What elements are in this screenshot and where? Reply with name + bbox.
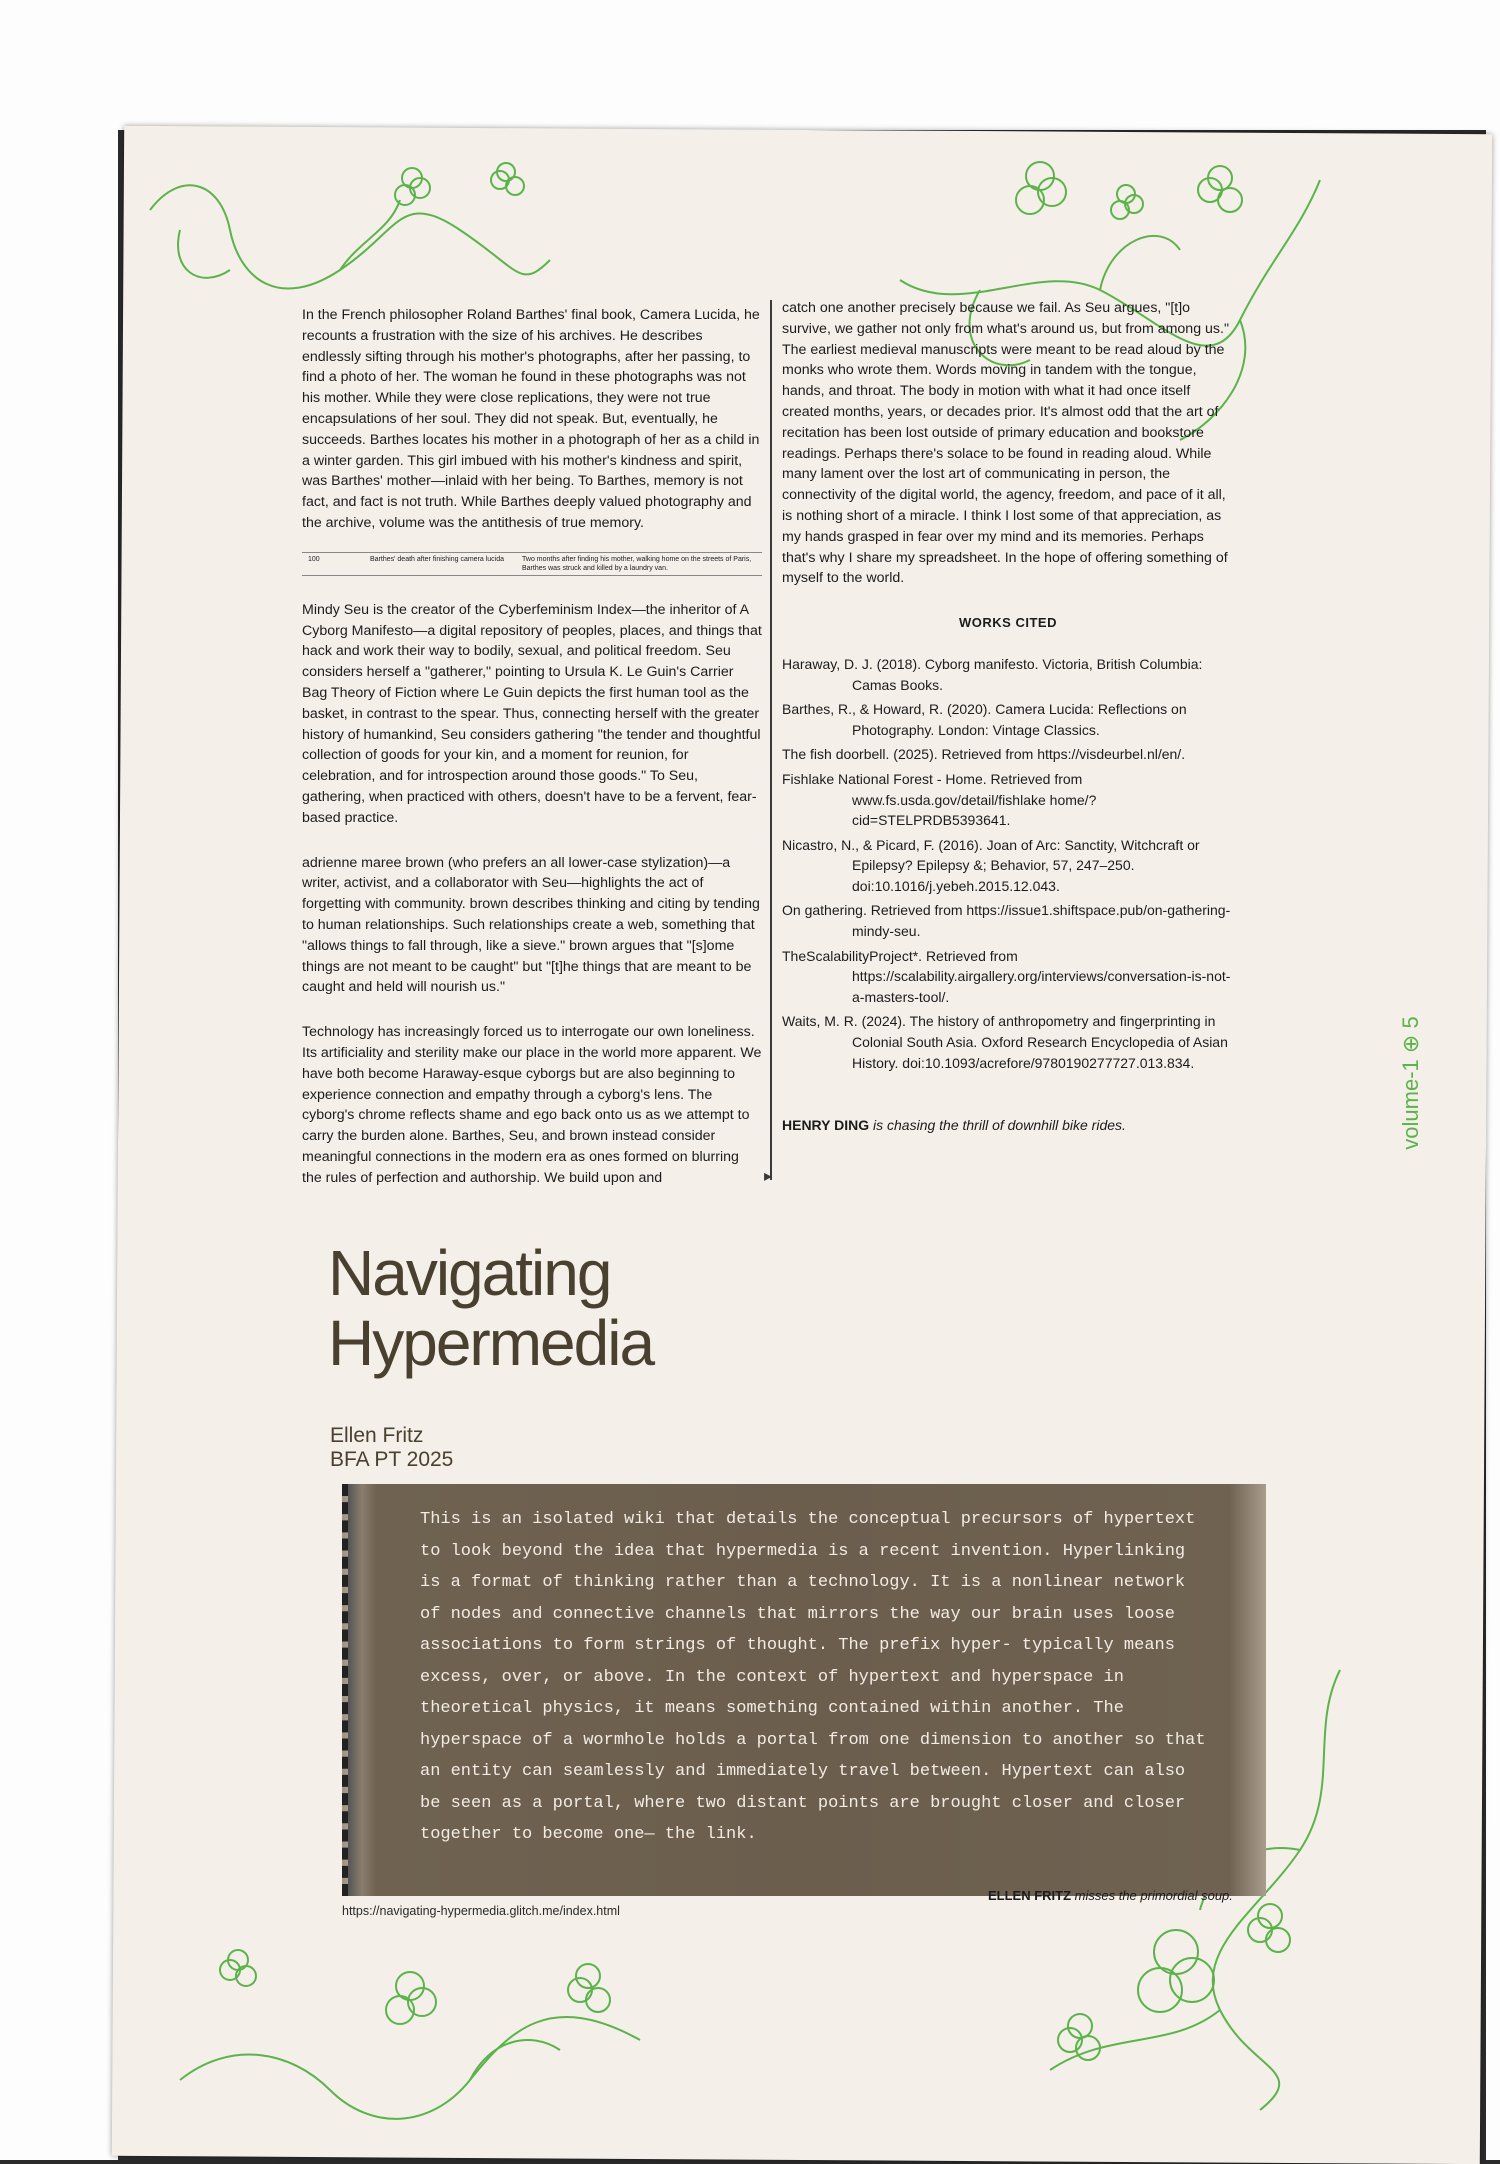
paragraph: catch one another precisely because we fail. As Seu argues, "[t]o survive, we gather not only from what's around us, but from among us." The earliest medieval manuscripts were meant to be read aloud by the monks who wrote them. Words moving in tandem with the tongue, hands, and throat. The body in motion with what it had once itself created months, years, or decades prior. It's almost odd that the art of recitation has been lost outside of primary education and bookstore readings. Perhaps there's solace to be found in reading aloud. While many lament over the lost art of communicating in person, the connectivity of the digital world, the agency, freedom, and pace of it all, is nothing short of a miracle. I think I lost some of that appreciation, as my hands grasped in fear over my mind and its memories. Perhaps that's why I share my spreadsheet. In the hope of offering something of myself to the world. (782, 300, 1229, 587)
spreadsheet-row (302, 552, 762, 576)
row-description: Two months after finding his mother, walking home on the streets of Paris, Barthes was struck and killed by a laundry van. (522, 555, 752, 572)
article-url: https://navigating-hypermedia.glitch.me/index.html (342, 1904, 620, 1918)
citation: TheScalabilityProject*. Retrieved from https://scalability.airgallery.org/interviews/conversation-is-not-a-masters-tool/. (782, 947, 1231, 1005)
bio-name: ELLEN FRITZ (988, 1888, 1072, 1903)
article-title (328, 1238, 653, 1378)
row-number: 100 (308, 555, 320, 563)
citation: Fishlake National Forest - Home. Retrieved from www.fs.usda.gov/detail/fishlake home/?cid=STELPRDB5393641. (782, 770, 1097, 829)
clover-ornament-bottom-left-icon (170, 1930, 690, 2130)
author-name: Ellen Fritz (330, 1424, 424, 1447)
citation-list (782, 654, 1234, 1073)
column-divider (770, 300, 772, 1180)
bio-text: is chasing the thrill of downhill bike rides. (869, 1117, 1126, 1134)
scan-margin-top (0, 0, 1500, 130)
scan-margin-left (0, 0, 118, 2160)
citation: Haraway, D. J. (2018). Cyborg manifesto. Victoria, British Columbia: Camas Books. (782, 655, 1203, 693)
citation: On gathering. Retrieved from https://issue1.shiftspace.pub/on-gathering-mindy-seu. (782, 902, 1231, 940)
folio-text: volume-1 ⊕ 5 (1398, 1016, 1423, 1150)
abstract-screenshot (342, 1484, 1266, 1896)
paragraph: Mindy Seu is the creator of the Cyberfeminism Index—the inheritor of A Cyborg Manifesto—a digital repository of peoples, places, and things that hack and work their way to bodily, sexual, and political freedom. Seu considers herself a "gatherer," pointing to Ursula K. Le Guin's Carrier Bag Theory of Fiction where Le Guin depicts the first human tool as the basket, in contrast to the spear. Thus, connecting herself with the greater history of humankind, Seu considers gathering "the tender and thoughtful collection of goods for your kin, and a moment for reunion, for celebration, and for introspection around those goods." To Seu, gathering, when practiced with others, doesn't have to be a fervent, fear-based practice. (302, 601, 762, 826)
citation: Waits, M. R. (2024). The history of anthropometry and fingerprinting in Colonial South Asia. Oxford Research Encyclopedia of Asian History. doi:10.1093/acrefore/9780190277727.013.834. (782, 1013, 1228, 1071)
row-event: Barthes' death after finishing camera lucida (370, 555, 505, 563)
author-bio (782, 1115, 1234, 1136)
article-right-column (782, 298, 1234, 1136)
works-cited-heading: WORKS CITED (959, 615, 1057, 631)
bio-text: misses the primordial soup. (1071, 1888, 1233, 1903)
citation: Barthes, R., & Howard, R. (2020). Camera Lucida: Reflections on Photography. London: Vintage Classics. (782, 701, 1187, 738)
author-program: BFA PT 2025 (330, 1448, 454, 1471)
paragraph: Technology has increasingly forced us to interrogate our own loneliness. Its artificiality and sterility make our place in the world more apparent. We have both become Haraway-esque cyborgs but are also beginning to experience connection and empathy through a cyborg's lens. The cyborg's chrome reflects shame and ego back onto us as we attempt to carry the burden alone. Barthes, Seu, and brown instead consider meaningful connections in the modern era as ones formed on blurring the rules of perfection and authorship. We build upon and (302, 1024, 762, 1186)
paragraph: adrienne maree brown (who prefers an all lower-case stylization)—a writer, activist, and a collaborator with Seu—highlights the act of forgetting with community. brown describes thinking and citing by tending to human relationships. Such relationships create a web, something that "allows things to fall through, like a sieve." brown argues that "[s]ome things are not meant to be caught" but "[t]he things that are meant to be caught and held will nourish us." (302, 854, 760, 996)
title-line: Hypermedia (328, 1307, 654, 1379)
article-left-column (302, 305, 762, 1212)
article-byline (330, 1424, 453, 1472)
citation: The fish doorbell. (2025). Retrieved from https://visdeurbel.nl/en/. (782, 746, 1186, 763)
page-folio (1396, 1000, 1426, 1180)
bio-name: HENRY DING (782, 1117, 870, 1134)
title-line: Navigating (328, 1237, 611, 1309)
arrow-icon: ▸ (764, 1168, 773, 1185)
paragraph: In the French philosopher Roland Barthes' final book, Camera Lucida, he recounts a frustration with the size of his archives. He describes endlessly sifting through his mother's photographs, after her passing, to find a photo of her. The woman he found in these photographs was not his mother. While they were close replications, they were not true encapsulations of her soul. They did not speak. But, eventually, he succeeds. Barthes locates his mother in a photograph of her as a child in a winter garden. This girl imbued with his mother's kindness and spirit, was Barthes' mother—inlaid with her being. To Barthes, memory is not fact, and fact is not truth. While Barthes deeply valued photography and the archive, volume was the antithesis of true memory. (302, 307, 760, 531)
abstract-text: This is an isolated wiki that details the conceptual precursors of hypertext to look beyond the idea that hypermedia is a recent invention. Hyperlinking is a format of thinking rather than a technology. It is a nonlinear network of nodes and connective channels that mirrors the way our brain uses loose associations to form strings of thought. The prefix hyper- typically means excess, over, or above. In the context of hypertext and hyperspace in theoretical physics, it means something contained within another. The hyperspace of a wormhole holds a portal from one dimension to another so that an entity can seamlessly and immediately travel between. Hypertext can also be seen as a portal, where two distant points are brought closer and closer together to become one— the link. (420, 1510, 1206, 1844)
citation: Nicastro, N., & Picard, F. (2016). Joan of Arc: Sanctity, Witchcraft or Epilepsy? Epilepsy &; Behavior, 57, 247–250. doi:10.1016/j.yebeh.2015.12.043. (782, 836, 1200, 894)
author-bio (988, 1888, 1233, 1903)
